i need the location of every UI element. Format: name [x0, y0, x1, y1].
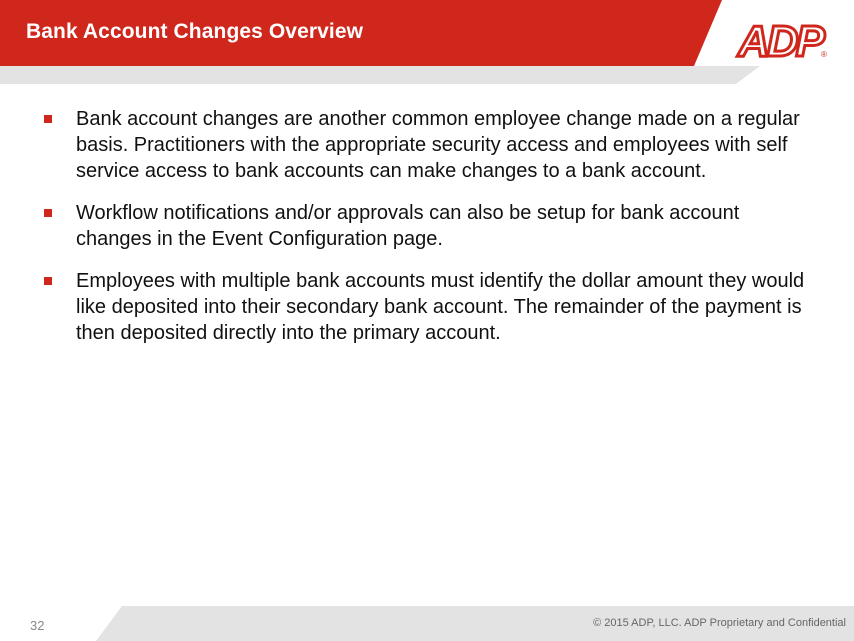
page-number: 32 [30, 618, 45, 633]
bullet-text: Workflow notifications and/or approvals can also be setup for bank account changes in the Event Configuration page. [76, 202, 740, 250]
bullet-text: Bank account changes are another common employee change made on a regular basis. Practitioners with the appropriate security access and employees with self service access to bank accounts can make changes to a bank account. [76, 108, 800, 182]
bullet-list [40, 106, 810, 362]
slide-title: Bank Account Changes Overview [26, 20, 364, 43]
bullet-item [40, 268, 810, 346]
svg-text:ADP: ADP [738, 17, 822, 64]
bullet-item [40, 200, 810, 252]
bullet-text: Employees with multiple bank accounts must identify the dollar amount they would like deposited into their secondary bank account. The remainder of the payment is then deposited directly into the primary account. [76, 270, 805, 344]
registered-mark: ® [821, 50, 827, 59]
bullet-item [40, 106, 810, 184]
header-banner [0, 0, 854, 90]
red-square-bullet-icon [44, 209, 52, 217]
red-square-bullet-icon [44, 115, 52, 123]
adp-logo-icon [732, 12, 828, 64]
header-gray-stripe [0, 66, 760, 84]
copyright-notice: © 2015 ADP, LLC. ADP Proprietary and Confidential [593, 617, 846, 629]
red-square-bullet-icon [44, 277, 52, 285]
